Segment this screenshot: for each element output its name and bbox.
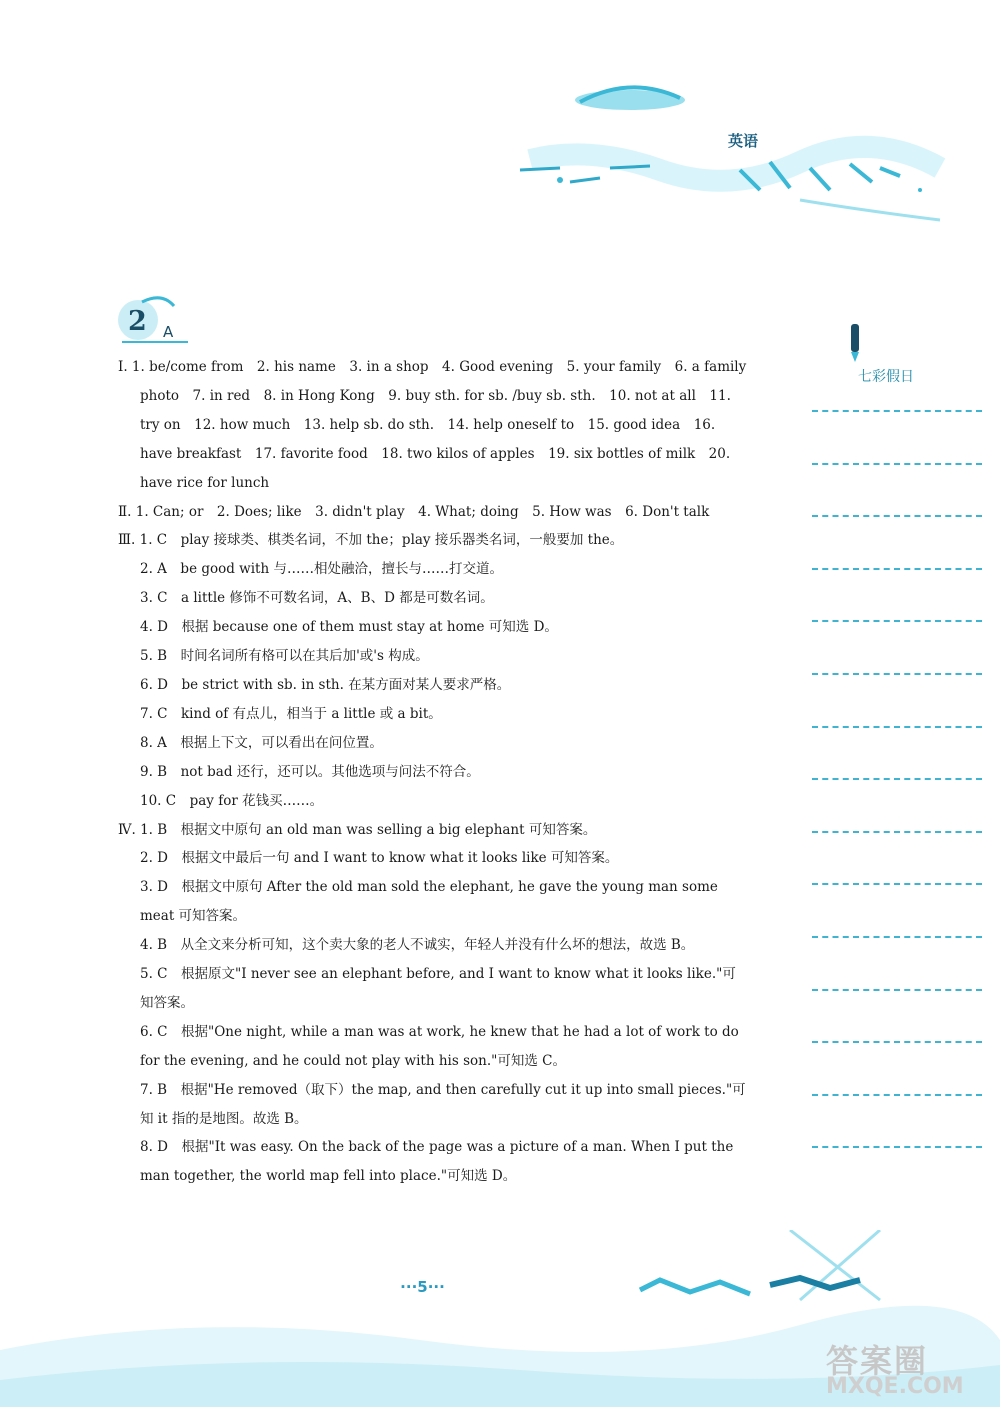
answer-item: 5. B 时间名词所有格可以在其后加'或's 构成。: [140, 648, 429, 665]
answer-part-3: [118, 526, 748, 815]
answer-item: 7. C kind of 有点儿，相当于 a little 或 a bit。: [140, 705, 442, 722]
note-line: [812, 620, 982, 622]
answer-item: 3. D 根据文中原句 After the old man sold the elephant, he gave the young man some meat 可知答案。: [140, 879, 718, 925]
answer-item: 10. C pay for 花钱买……。: [140, 792, 324, 809]
answer-content: [118, 353, 748, 1191]
answer-item: 8. D 根据"It was easy. On the back of the page was a picture of a man. When I put the man together, the world map fell into place."可知选 D。: [140, 1139, 734, 1185]
subject-label: 英语: [727, 132, 758, 150]
answer-item: 9. B not bad 还行，还可以。其他选项与问法不符合。: [140, 763, 480, 780]
watermark-logo: 答案圈: [826, 1342, 929, 1380]
note-line: [812, 673, 982, 675]
page-number: ···5···: [400, 1278, 445, 1296]
note-line: [812, 1146, 982, 1148]
answer-part-1: Ⅰ. 1. be/come from 2. his name 3. in a shop 4. Good evening 5. your family 6. a family photo 7. in red 8. in Hong Kong 9. buy sth. for sb. /buy sb. sth. 10. not at all 11. try on 12. how much 13. help sb. do sth. 14. help oneself to 15. good idea 16. have breakfast 17. favorite food 18. two kilos of apples 19. six bottles of milk 20. have rice for lunch: [118, 359, 747, 491]
note-line: [812, 936, 982, 938]
note-line: [812, 515, 982, 517]
answer-part-2: Ⅱ. 1. Can; or 2. Does; like 3. didn't play 4. What; doing 5. How was 6. Don't talk: [118, 503, 710, 520]
answer-part-4: [118, 816, 748, 1192]
answer-item: 2. D 根据文中最后一句 and I want to know what it looks like 可知答案。: [140, 850, 619, 867]
note-line: [812, 726, 982, 728]
note-line: [812, 568, 982, 570]
note-line: [812, 778, 982, 780]
sidebar-label: 七彩假日: [858, 369, 914, 385]
answer-item: Ⅲ. 1. C play 接球类、棋类名词，不加 the；play 接乐器类名词，一般要加 the。: [118, 532, 624, 549]
note-line: [812, 410, 982, 412]
note-line: [812, 883, 982, 885]
answer-item: 5. C 根据原文"I never see an elephant before, and I want to know what it looks like."可知答案。: [140, 966, 736, 1011]
pen-icon: [846, 322, 866, 364]
answer-item: 3. C a little 修饰不可数名词，A、B、D 都是可数名词。: [140, 590, 494, 607]
section-badge-decoration: [112, 292, 192, 348]
answer-item: 2. A be good with 与……相处融洽，擅长与……打交道。: [140, 561, 503, 578]
answer-item: 4. B 从全文来分析可知，这个卖大象的老人不诚实，年轻人并没有什么坏的想法，故选 B。: [140, 937, 695, 954]
watermark-url: MXQE.COM: [826, 1374, 964, 1399]
note-lines: [812, 410, 982, 1199]
answer-item: 7. B 根据"He removed（取下）the map, and then carefully cut it up into small pieces."可知 it 指的是地图。故选 B。: [140, 1081, 746, 1127]
answer-item: 8. A 根据上下文，可以看出在问位置。: [140, 734, 383, 751]
answer-item: 6. C 根据"One night, while a man was at work, he knew that he had a lot of work to do for the evening, and he could not play with his son."可知选 C。: [140, 1023, 739, 1069]
answer-item: 6. D be strict with sb. in sth. 在某方面对某人要求严格。: [140, 676, 511, 693]
answer-item: 4. D 根据 because one of them must stay at home 可知选 D。: [140, 619, 558, 636]
section-number: 2: [128, 306, 147, 337]
note-line: [812, 989, 982, 991]
note-line: [812, 1094, 982, 1096]
note-line: [812, 831, 982, 833]
section-sub-label: A: [163, 323, 174, 341]
answer-item: Ⅳ. 1. B 根据文中原句 an old man was selling a big elephant 可知答案。: [118, 821, 597, 838]
note-line: [812, 463, 982, 465]
note-line: [812, 1041, 982, 1043]
